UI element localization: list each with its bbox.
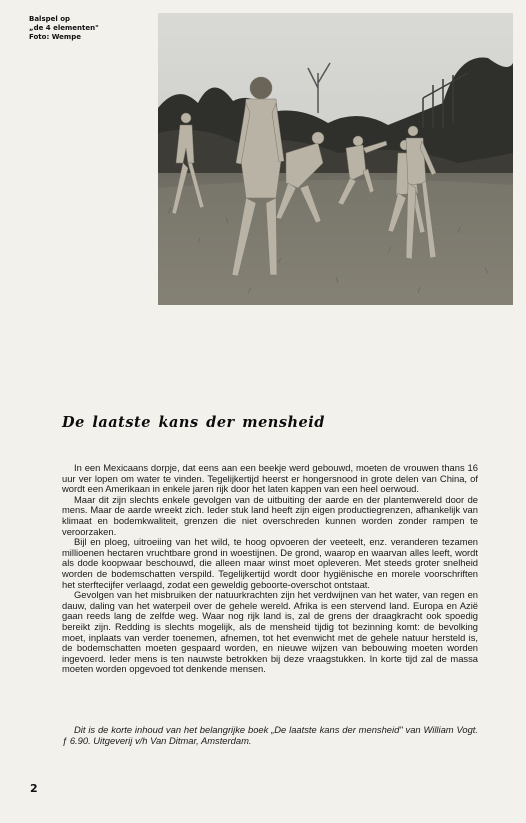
caption-line-2: „de 4 elementen" (29, 24, 99, 32)
photograph-ball-game (158, 13, 513, 305)
caption-line-1: Balspel op (29, 15, 71, 23)
article-title: De laatste kans der mensheid (62, 414, 325, 431)
photograph-image (158, 13, 513, 305)
caption-line-3: Foto: Wempe (29, 33, 81, 41)
article-paragraph: Bijl en ploeg, uitroeiing van het wild, te hoog opvoeren der veeteelt, enz. veranderen tezamen millioenen hectaren vruchtbare grond in woestijnen. De grond, waarop en waarvan alles leeft, wordt als dode koopwaar beschouwd, die alleen maar winst moet opleveren. Met steeds groter snelheid worden de bodemschatten verspild. Tegelijkertijd wordt door hygiënische en morele voorschriften het sterftecijfer verlaagd, zodat een geweldig geboorte-overschot ontstaat. (62, 536, 478, 590)
page-number: 2 (30, 782, 38, 795)
article-paragraph: Gevolgen van het misbruiken der natuurkrachten zijn het verdwijnen van het water, van regen en dauw, daling van het waterpeil over de gehele wereld. Afrika is een stervend land. Europa en Azië gaan reeds lang de zelfde weg. Waar nog rijk land is, zal de grens der draagkracht ook spoedig bereikt zijn. Redding is slechts mogelijk, als de mensheid tijdig tot bezinning komt: de bevolking moet, inplaats van verder toenemen, afnemen, tot het evenwicht met de gehele natuur hersteld is, de bodemschatten moeten gespaard worden, en nieuwe wijzen van bebouwing moeten worden ingevoerd. Ieder mens is ten nauwste betrokken bij deze vraagstukken. In korte tijd zal de massa moeten worden opgevoed tot denkende mensen. (62, 589, 478, 675)
photo-caption (29, 15, 149, 42)
book-note: Dit is de korte inhoud van het belangrijke boek „De laatste kans der mensheid" van William Vogt. ƒ 6.90. Uitgeverij v/h Van Ditmar, Amsterdam. (62, 724, 478, 746)
article-paragraph: In een Mexicaans dorpje, dat eens aan een beekje werd gebouwd, moeten de vrouwen thans 16 uur ver lopen om water te vinden. Tegelijkertijd heerst er hongersnood in grote delen van China, of wordt een Amerikaan in enkele jaren rijk door het laten kappen van een heel oerwoud. (62, 462, 478, 495)
article-paragraph: Maar dit zijn slechts enkele gevolgen van de uitbuiting der aarde en der plantenwereld door de mens. Maar de aarde wreekt zich. Ieder stuk land heeft zijn eigen productiegrenzen, afhankelijk van klimaat en bodemkwaliteit, grenzen die niet overschreden kunnen worden zonder rampen te veroorzaken. (62, 493, 478, 537)
article-body (62, 463, 478, 675)
